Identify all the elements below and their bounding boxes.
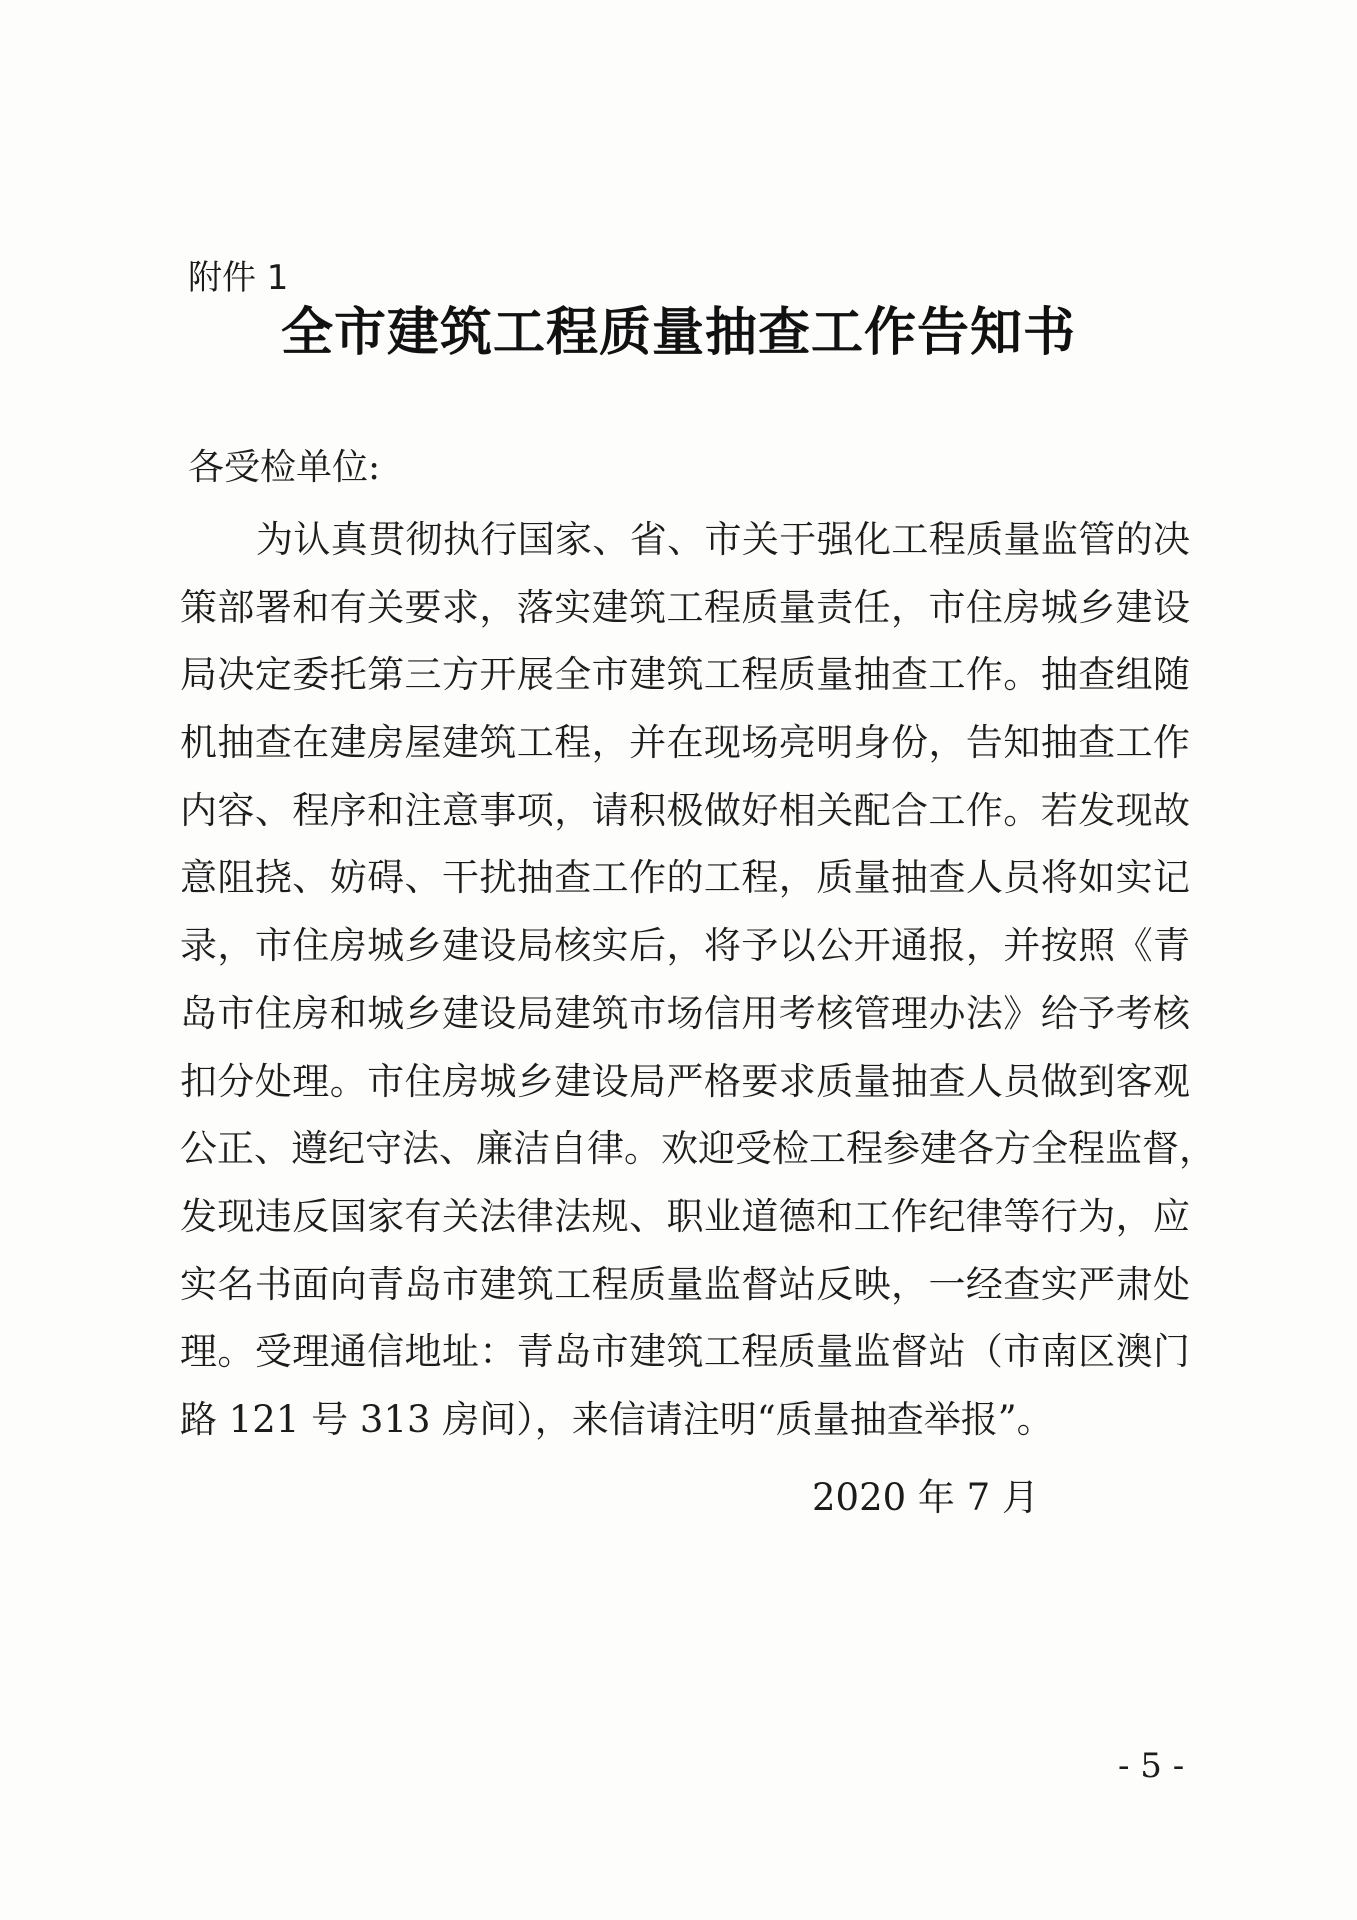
body-line: 路 121 号 313 房间），来信请注明“质量抽查举报”。: [180, 1397, 1054, 1441]
page-number: - 5 -: [1118, 1746, 1185, 1786]
body-line: 内容、程序和注意事项，请积极做好相关配合工作。若发现故: [180, 788, 1190, 832]
document-title: 全市建筑工程质量抽查工作告知书: [280, 302, 1076, 363]
body-line: 实名书面向青岛市建筑工程质量监督站反映，一经查实严肃处: [180, 1262, 1190, 1306]
salutation: 各受检单位:: [188, 447, 381, 488]
body-line: 岛市住房和城乡建设局建筑市场信用考核管理办法》给予考核: [180, 991, 1190, 1035]
document-date: 2020 年 7 月: [812, 1476, 1039, 1519]
body-line: 为认真贯彻执行国家、省、市关于强化工程质量监管的决: [256, 518, 1190, 561]
body-line: 录，市住房城乡建设局核实后，将予以公开通报，并按照《青: [180, 924, 1190, 968]
body-line: 扣分处理。市住房城乡建设局严格要求质量抽查人员做到客观: [180, 1059, 1190, 1103]
body-line: 公正、遵纪守法、廉洁自律。欢迎受检工程参建各方全程监督，: [180, 1127, 1216, 1171]
body-line: 意阻挠、妨碍、干扰抽查工作的工程，质量抽查人员将如实记: [180, 856, 1190, 900]
body-line: 发现违反国家有关法律法规、职业道德和工作纪律等行为，应: [180, 1194, 1190, 1238]
body-line: 理。受理通信地址：青岛市建筑工程质量监督站（市南区澳门: [180, 1330, 1190, 1374]
body-line: 机抽查在建房屋建筑工程，并在现场亮明身份，告知抽查工作: [180, 721, 1190, 765]
body-line: 策部署和有关要求，落实建筑工程质量责任，市住房城乡建设: [180, 585, 1190, 629]
attachment-label: 附件 1: [188, 258, 289, 298]
body-paragraph: [180, 506, 1216, 1454]
body-line: 局决定委托第三方开展全市建筑工程质量抽查工作。抽查组随: [180, 653, 1190, 697]
